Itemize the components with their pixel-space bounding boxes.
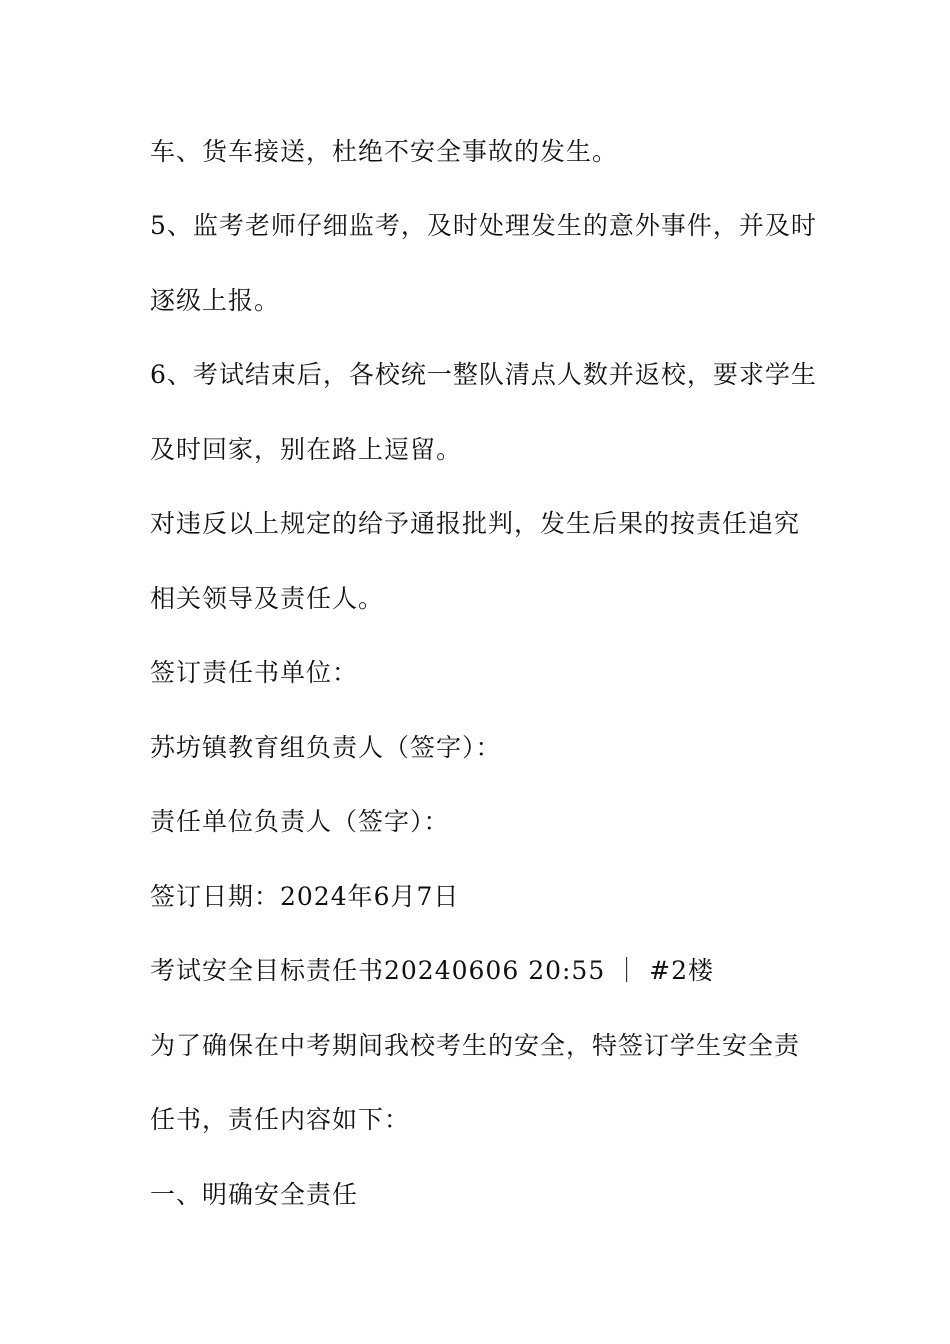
text-line: 任书，责任内容如下： xyxy=(150,1105,411,1134)
text-line: 苏坊镇教育组负责人（签字）： xyxy=(150,733,502,762)
text-line: 5、监考老师仔细监考，及时处理发生的意外事件，并及时 xyxy=(150,211,817,240)
text-line: 为了确保在中考期间我校考生的安全，特签订学生安全责 xyxy=(150,1031,801,1060)
text-line: 签订责任书单位： xyxy=(150,658,359,687)
text-line: 对违反以上规定的给予通报批判，发生后果的按责任追究 xyxy=(150,509,801,538)
text-line: 一、明确安全责任 xyxy=(150,1180,359,1209)
text-line: 责任单位负责人（签字）： xyxy=(150,807,450,836)
text-line: 逐级上报。 xyxy=(150,286,281,315)
text-line: 6、考试结束后，各校统一整队清点人数并返校，要求学生 xyxy=(150,360,817,389)
text-line: 考试安全目标责任书20240606 20:55 ｜ #2楼 xyxy=(150,956,714,985)
text-line: 签订日期：2024年6月7日 xyxy=(150,882,460,911)
text-line: 相关领导及责任人。 xyxy=(150,584,385,613)
text-line: 及时回家，别在路上逗留。 xyxy=(150,435,463,464)
text-line: 车、货车接送，杜绝不安全事故的发生。 xyxy=(150,137,619,166)
